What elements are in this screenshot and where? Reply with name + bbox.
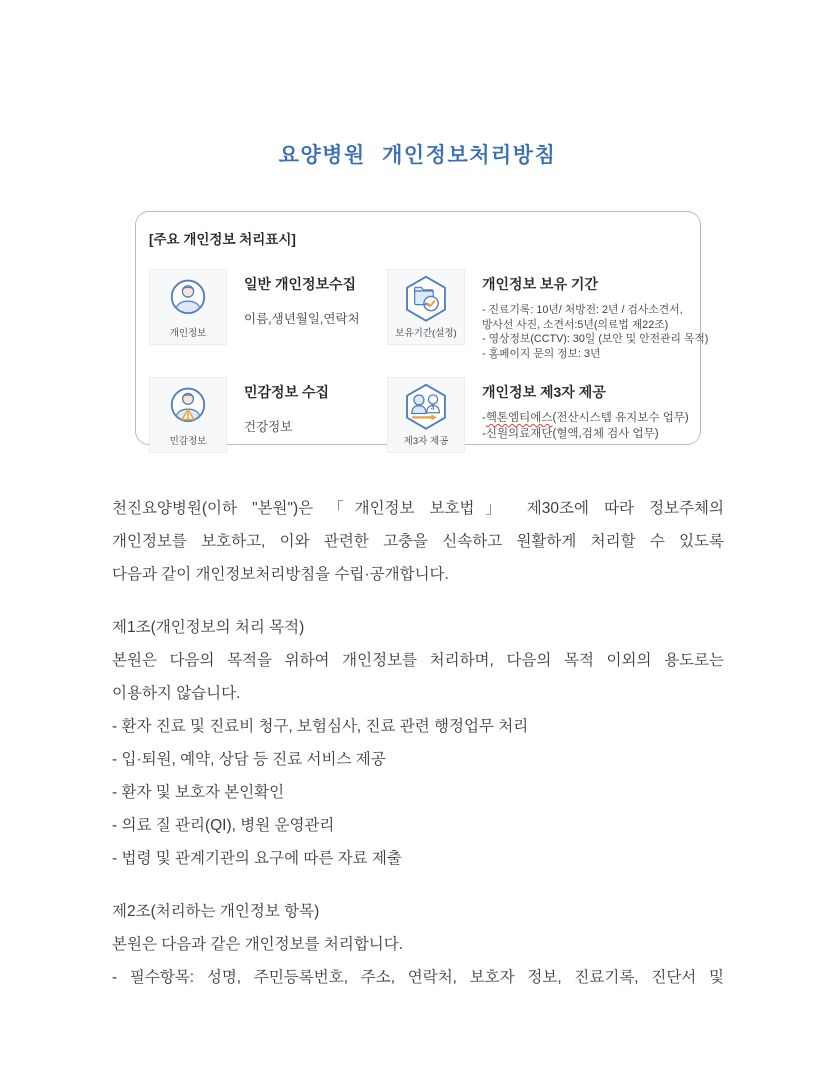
personal-info-tile-label: 개인정보 [169,328,207,339]
summary-grid [149,269,709,453]
sensitive-person-warning-icon [162,381,214,433]
summary-item-general-collection [149,269,387,361]
general-collection-heading: 일반 개인정보수집 [244,276,357,292]
retention-tile [387,269,465,345]
section-gap [112,875,724,895]
third-party-company-name: 헥톤엠티에스 [485,412,553,424]
intro-line: 개인정보를 보호하고, 이와 관련한 고충을 신속하고 원활하게 처리할 수 있도록 [112,533,724,550]
third-party-heading: 개인정보 제3자 제공 [482,384,606,400]
person-avatar-icon [162,273,214,325]
retention-tile-label: 보유기간(설정) [395,328,457,339]
third-party-tile-label: 제3자 제공 [403,436,449,447]
sensitive-collection-heading: 민감정보 수집 [244,384,330,400]
dash-prefix: - [482,412,486,424]
article-1-list-item: - 환자 진료 및 진료비 청구, 보험심사, 진료 관련 행정업무 처리 [112,718,529,735]
third-party-tile [387,377,465,453]
third-party-details [482,411,689,442]
privacy-summary-box [135,211,709,447]
article-2-line: 본원은 다음과 같은 개인정보를 처리합니다. [112,936,404,953]
summary-item-sensitive-collection [149,377,387,453]
third-party-line [482,411,689,427]
sensitive-info-tile [149,377,227,453]
summary-item-retention-period [387,269,708,361]
article-1-line: 이용하지 않습니다. [112,685,241,702]
retention-details [482,303,708,361]
intro-line: 천진요양병원(이하 "본원")은 「개인정보 보호법」 제30조에 따라 정보주체의 [112,500,724,517]
general-collection-items: 이름,생년월일,연락처 [244,312,360,326]
retention-line: - 진료기록: 10년/ 처방전: 2년 / 검사소견서, [482,304,683,316]
retention-line: - 영상정보(CCTV): 30일 (보안 및 안전관리 목적) [482,333,709,345]
third-party-line: -신원의료재단(혈액,검체 검사 업무) [482,427,659,440]
summary-box-header: [주요 개인정보 처리표시] [149,232,296,247]
page-title: 요양병원 개인정보처리방침 [278,144,557,167]
sensitive-info-tile-label: 민감정보 [169,436,207,447]
article-1-list-item: - 의료 질 관리(QI), 병원 운영관리 [112,817,335,834]
third-party-people-hexagon-icon [400,381,452,433]
retention-folder-hexagon-icon [400,273,452,325]
article-1-heading: 제1조(개인정보의 처리 목적) [112,619,305,636]
svg-text:3: 3 [430,404,435,412]
article-1-line: 본원은 다음의 목적을 위하여 개인정보를 처리하며, 다음의 목적 이외의 용도로는 [112,652,724,669]
article-2-list-item: - 필수항목: 성명, 주민등록번호, 주소, 연락처, 보호자 정보, 진료기록, 진단서 및 [112,969,724,986]
article-1-list-item: - 환자 및 보호자 본인확인 [112,784,285,801]
policy-body [112,492,724,994]
retention-heading: 개인정보 보유 기간 [482,276,598,292]
retention-line: 방사선 사진, 소견서:5년(의료법 제22조) [482,318,669,331]
section-gap [112,591,724,611]
article-1-list-item: - 법령 및 관계기관의 요구에 따른 자료 제출 [112,850,402,867]
article-2-heading: 제2조(처리하는 개인정보 항목) [112,903,320,920]
third-party-company-role: (전산시스템 유지보수 업무) [552,412,689,424]
retention-line: - 홈페이지 문의 정보: 3년 [482,347,601,360]
summary-item-third-party [387,377,708,453]
personal-info-tile [149,269,227,345]
sensitive-collection-items: 건강정보 [244,420,293,434]
intro-line: 다음과 같이 개인정보처리방침을 수립·공개합니다. [112,566,449,583]
article-1-list-item: - 입·퇴원, 예약, 상담 등 진료 서비스 제공 [112,751,386,768]
